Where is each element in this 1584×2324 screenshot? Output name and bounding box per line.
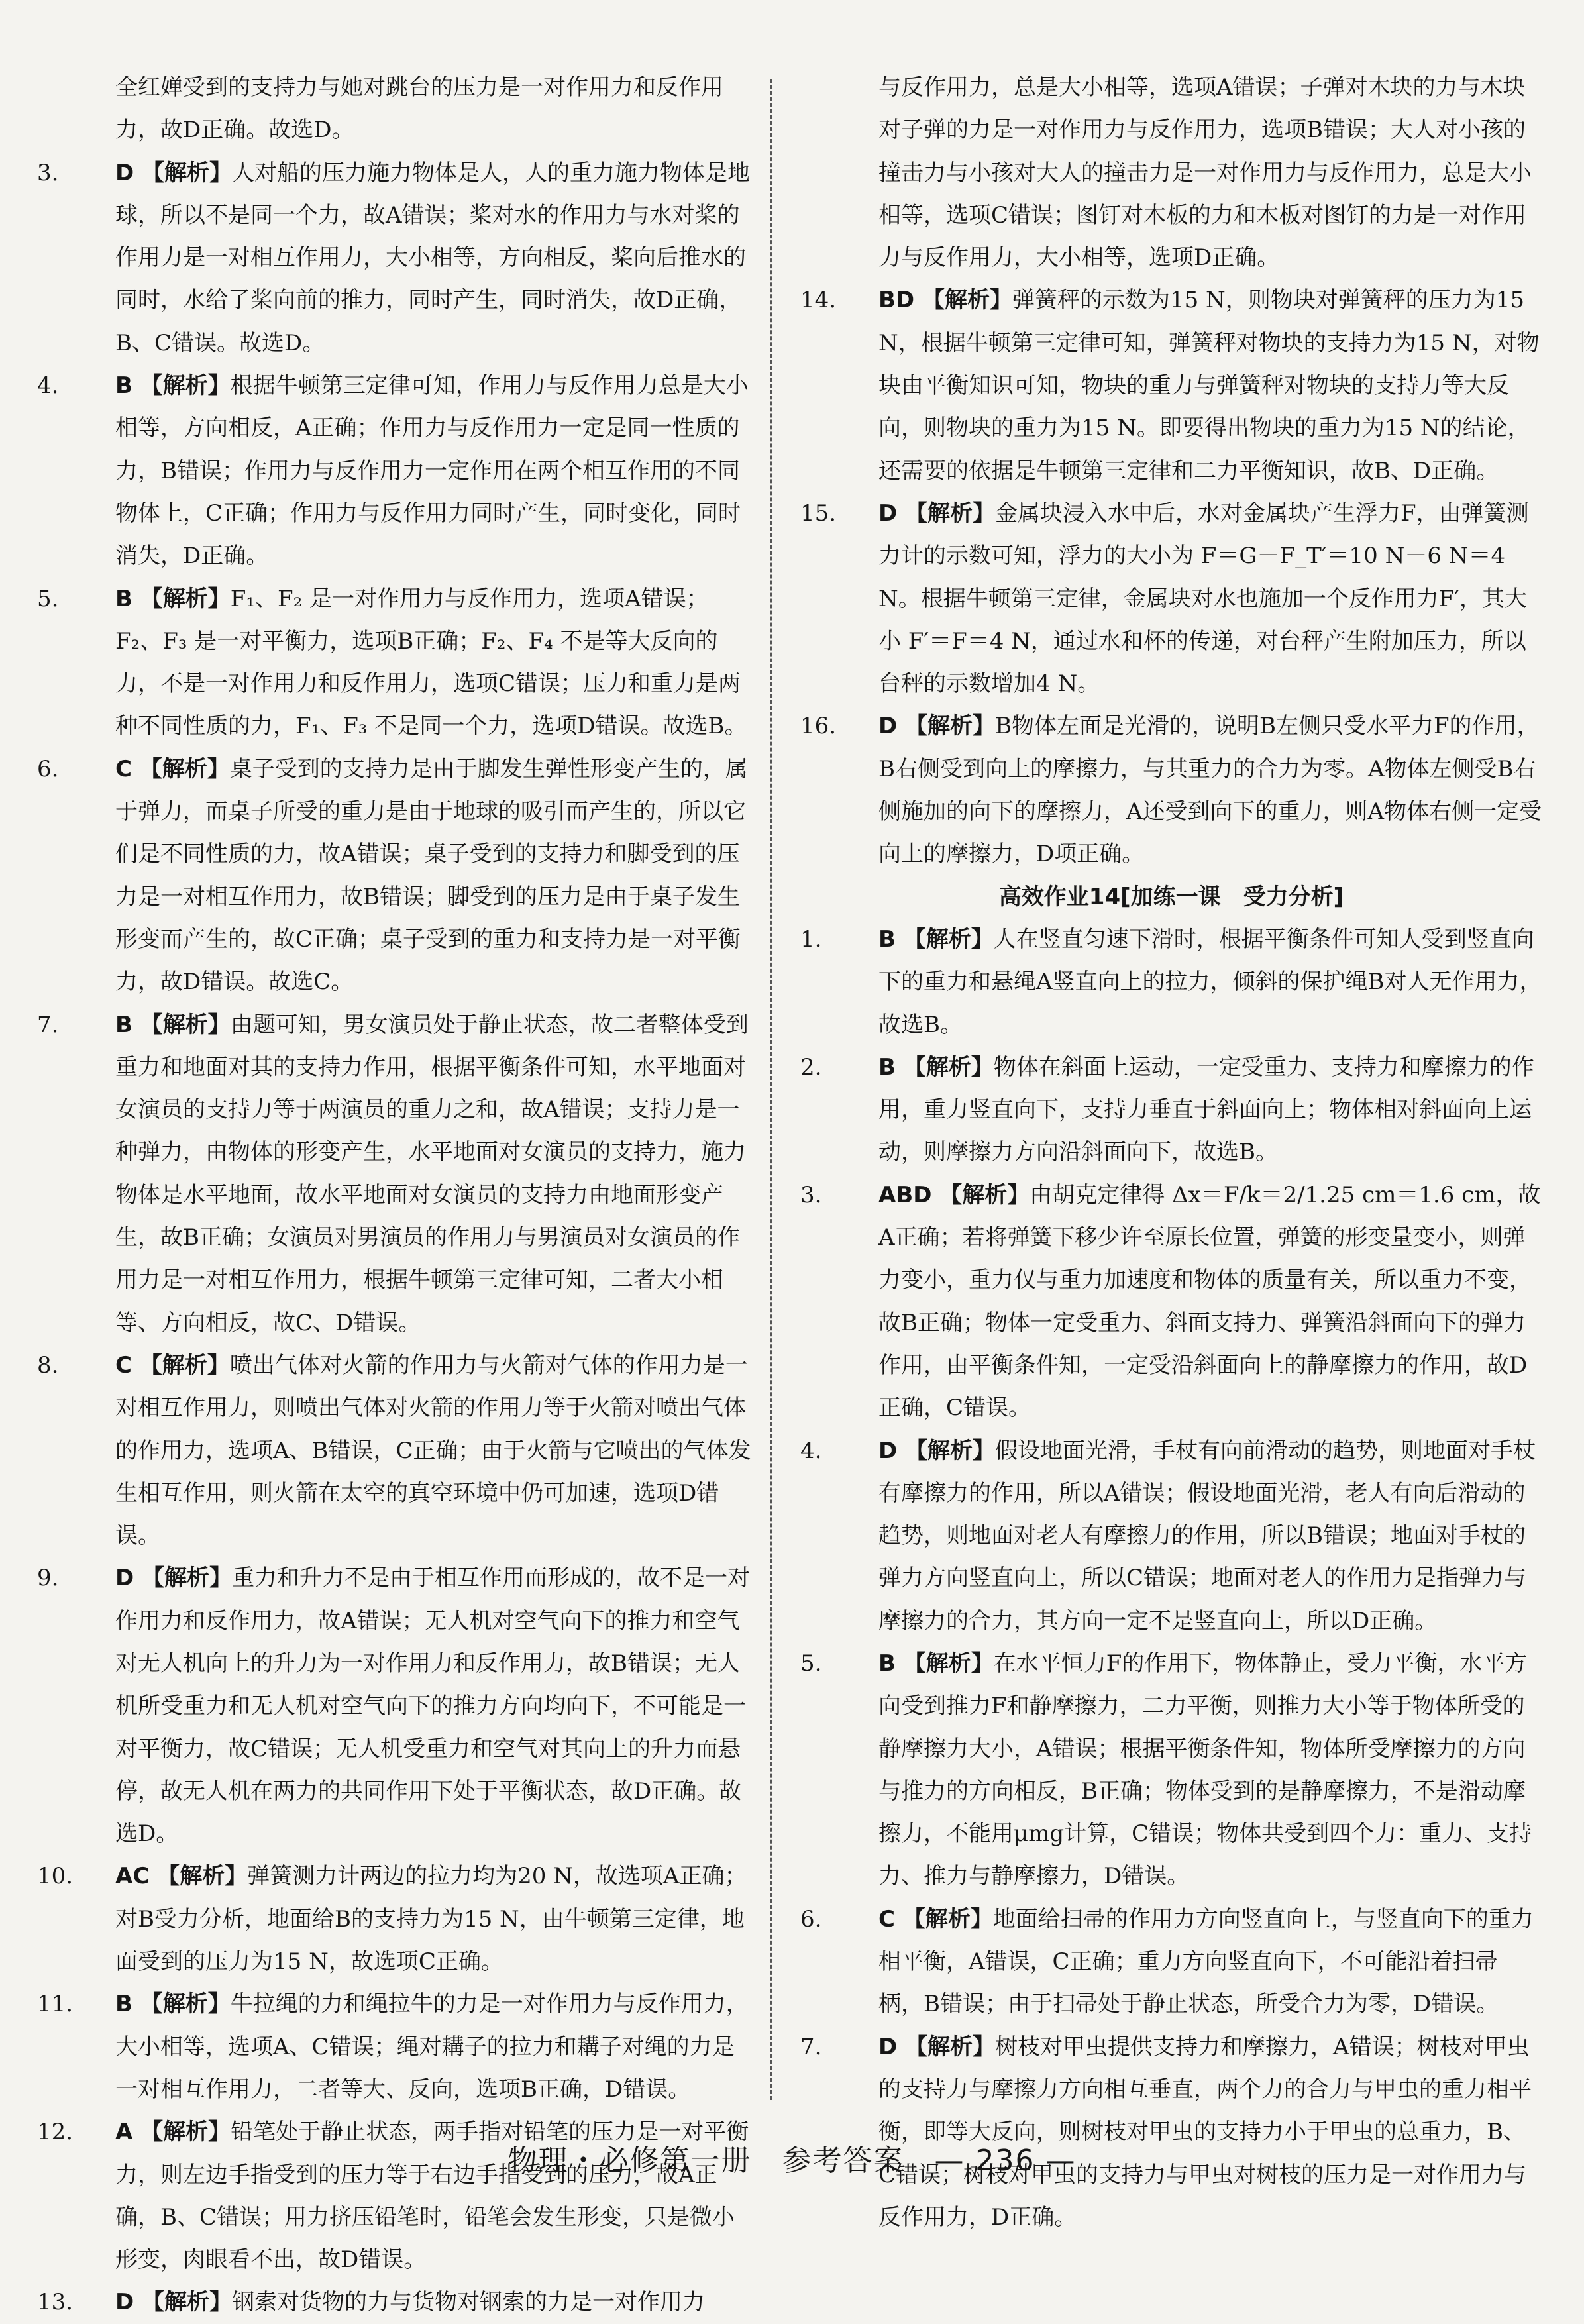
- answer-item: [37, 578, 753, 748]
- explanation-text: B物体左面是光滑的，说明B左侧只受水平力F的作用，B右侧受到向上的摩擦力，与其重力的合力为零。A物体左侧受B右侧施加的向下的摩擦力，A还受到向下的重力，则A物体右侧一定受向上的摩擦力，D项正确。: [878, 713, 1542, 868]
- answer-key: C 【解析】: [115, 1351, 230, 1379]
- explanation-text: 金属块浸入水中后，水对金属块产生浮力F，由弹簧测力计的示数可知，浮力的大小为 F＝G－F_T′＝10 N－6 N＝4 N。根据牛顿第三定律，金属块对水也施加一个反作用力F′，其大小 F′＝F＝4 N，通过水和杯的传递，对台秤产生附加压力，所以台秤的示数增加4 N。: [878, 500, 1529, 698]
- answer-number: 11.: [37, 1991, 74, 2018]
- explanation-text: 由胡克定律得 Δx＝F/k＝2/1.25 cm＝1.6 cm，故A正确；若将弹簧下移少许至原长位置，弹簧的形变量变小，则弹力变小，重力仅与重力加速度和物体的质量有关，所以重力不变，故B正确；物体一定受重力、斜面支持力、弹簧沿斜面向下的弹力作用，由平衡条件知，一定受沿斜面向上的静摩擦力的作用，故D正确，C错误。: [878, 1181, 1541, 1422]
- answer-item: [37, 66, 753, 152]
- answer-key: C 【解析】: [878, 1905, 993, 1932]
- explanation-text: 喷出气体对火箭的作用力与火箭对气体的作用力是一对相互作用力，则喷出气体对火箭的作用力等于火箭对喷出气体的作用力，选项A、B错误，C正确；由于火箭与它喷出的气体发生相互作用，则火箭在太空的真空环境中仍可加速，选项D错误。: [115, 1351, 751, 1550]
- answer-number: 16.: [800, 713, 837, 740]
- answer-number: 15.: [800, 500, 837, 527]
- answer-key: D 【解析】: [878, 1437, 996, 1464]
- explanation-text: 由题可知，男女演员处于静止状态，故二者整体受到重力和地面对其的支持力作用，根据平衡条件可知，水平地面对女演员的支持力等于两演员的重力之和，故A错误；支持力是一种弹力，由物体的形变产生，水平地面对女演员的支持力，施力物体是水平地面，故水平地面对女演员的支持力由地面形变产生，故B正确；女演员对男演员的作用力与男演员对女演员的作用力是一对相互作用力，根据牛顿第三定律可知，二者大小相等、方向相反，故C、D错误。: [115, 1011, 749, 1336]
- answer-number: 2.: [800, 1053, 822, 1081]
- answer-key: B 【解析】: [115, 1011, 231, 1038]
- answer-number: 13.: [37, 2289, 74, 2316]
- answer-item: [37, 152, 753, 364]
- answer-item: [800, 66, 1542, 279]
- answer-key: AC 【解析】: [115, 1863, 248, 1890]
- explanation-text: 牛拉绳的力和绳拉牛的力是一对作用力与反作用力，大小相等，选项A、C错误；绳对耩子的拉力和耩子对绳的力是一对相互作用力，二者等大、反向，选项B正确，D错误。: [115, 1991, 749, 2103]
- explanation-text: 桌子受到的支持力是由于脚发生弹性形变产生的，属于弹力，而桌子所受的重力是由于地球的吸引而产生的，所以它们是不同性质的力，故A错误；桌子受到的支持力和脚受到的压力是一对相互作用力，故B错误；脚受到的压力是由于桌子发生形变而产生的，故C正确；桌子受到的重力和支持力是一对平衡力，故D错误。故选C。: [115, 755, 748, 996]
- section-heading: 高效作业14[加练一课 受力分析]: [998, 883, 1344, 910]
- right-column: [800, 66, 1542, 2239]
- answer-item: [800, 1046, 1542, 1174]
- explanation-text: 在水平恒力F的作用下，物体静止，受力平衡，水平方向受到推力F和静摩擦力，二力平衡，则推力大小等于物体所受的静摩擦力大小，A错误；根据平衡条件知，物体所受摩擦力的方向与推力的方向相反，B正确；物体受到的是静摩擦力，不是滑动摩擦力，不能用μmg计算，C错误；物体共受到四个力：重力、支持力、推力与静摩擦力，D错误。: [878, 1650, 1532, 1890]
- answer-number: 6.: [37, 755, 59, 782]
- answer-item: [37, 1344, 753, 1557]
- answer-number: 7.: [37, 1011, 59, 1038]
- answer-key: B 【解析】: [115, 372, 231, 399]
- page-footer: 物理・必修第一册 参考答案 — 236 —: [507, 2144, 1077, 2178]
- answer-key: ABD 【解析】: [878, 1181, 1030, 1208]
- answer-item: [37, 1004, 753, 1344]
- answer-item: [37, 364, 753, 577]
- answer-key: A 【解析】: [115, 2119, 231, 2146]
- explanation-text: 人对船的压力施力物体是人，人的重力施力物体是地球，所以不是同一个力，故A错误；桨对水的作用力与水对桨的作用力是一对相互作用力，大小相等，方向相反，桨向后推水的同时，水给了桨向前的推力，同时产生，同时消失，故D正确，B、C错误。故选D。: [115, 159, 751, 356]
- explanation-text: 全红婵受到的支持力与她对跳台的压力是一对作用力和反作用力，故D正确。故选D。: [115, 74, 723, 144]
- answer-number: 8.: [37, 1351, 59, 1379]
- answer-key: BD 【解析】: [878, 287, 1012, 314]
- answer-item: [800, 1430, 1542, 1642]
- explanation-text: 物体在斜面上运动，一定受重力、支持力和摩擦力的作用，重力竖直向下，支持力垂直于斜面向上；物体相对斜面向上运动，则摩擦力方向沿斜面向下，故选B。: [878, 1053, 1534, 1166]
- answer-item: [800, 1174, 1542, 1430]
- answer-item: [37, 2281, 753, 2323]
- answer-key: D 【解析】: [878, 500, 996, 527]
- explanation-text: 根据牛顿第三定律可知，作用力与反作用力总是大小相等，方向相反，A正确；作用力与反作用力一定是同一性质的力，B错误；作用力与反作用力一定作用在两个相互作用的不同物体上，C正确；作用力与反作用力同时产生，同时变化，同时消失，D正确。: [115, 372, 749, 570]
- answer-item: [800, 492, 1542, 705]
- answer-key: B 【解析】: [115, 585, 231, 612]
- explanation-text: 弹簧秤的示数为15 N，则物块对弹簧秤的压力为15 N，根据牛顿第三定律可知，弹簧秤对物块的支持力为15 N，对物块由平衡知识可知，物块的重力与弹簧秤对物块的支持力等大反向，则物块的重力为15 N。即要得出物块的重力为15 N的结论，还需要的依据是牛顿第三定律和二力平衡知识，故B、D正确。: [878, 287, 1540, 484]
- answer-number: 9.: [37, 1565, 59, 1592]
- answer-key: B 【解析】: [115, 1991, 231, 2018]
- explanation-text: 假设地面光滑，手杖有向前滑动的趋势，则地面对手杖有摩擦力的作用，所以A错误；假设地面光滑，老人有向后滑动的趋势，则地面对老人有摩擦力的作用，所以B错误；地面对手杖的弹力方向竖直向上，所以C错误；地面对老人的作用力是指弹力与摩擦力的合力，其方向一定不是竖直向上，所以D正确。: [878, 1437, 1536, 1634]
- explanation-text: 树枝对甲虫提供支持力和摩擦力，A错误；树枝对甲虫的支持力与摩擦力方向相互垂直，两个力的合力与甲虫的重力相平衡，即等大反向，则树枝对甲虫的支持力小于甲虫的总重力，B、C错误；树枝对甲虫的支持力与甲虫对树枝的压力是一对作用力与反作用力，D正确。: [878, 2033, 1532, 2231]
- left-column: [37, 66, 753, 2324]
- explanation-text: F₁、F₂ 是一对作用力与反作用力，选项A错误；F₂、F₃ 是一对平衡力，选项B正确；F₂、F₄ 不是等大反向的力，不是一对作用力和反作用力，选项C错误；压力和重力是两种不同性质的力，F₁、F₃ 不是同一个力，选项D错误。故选B。: [115, 585, 747, 740]
- answer-number: 1.: [800, 925, 822, 953]
- answer-item: [800, 918, 1542, 1046]
- explanation-text: 地面给扫帚的作用力方向竖直向上，与竖直向下的重力相平衡，A错误，C正确；重力方向竖直向下，不可能沿着扫帚柄，B错误；由于扫帚处于静止状态，所受合力为零，D错误。: [878, 1905, 1534, 2018]
- answer-number: 3.: [37, 159, 59, 186]
- answer-key: B 【解析】: [878, 1053, 994, 1081]
- answer-number: 14.: [800, 287, 837, 314]
- answer-key: D 【解析】: [115, 159, 233, 186]
- answer-number: 4.: [37, 372, 59, 399]
- answer-item: [800, 279, 1542, 492]
- answer-key: B 【解析】: [878, 1650, 994, 1677]
- answer-item: [37, 1855, 753, 1983]
- answer-number: 4.: [800, 1437, 822, 1464]
- answer-number: 5.: [37, 585, 59, 612]
- explanation-text: 弹簧测力计两边的拉力均为20 N，故选项A正确；对B受力分析，地面给B的支持力为15 N，由牛顿第三定律，地面受到的压力为15 N，故选项C正确。: [115, 1863, 747, 1976]
- answer-item: [37, 748, 753, 1004]
- answer-key: D 【解析】: [115, 2289, 233, 2316]
- answer-item: [800, 705, 1542, 875]
- explanation-text: 铅笔处于静止状态，两手指对铅笔的压力是一对平衡力，则左边手指受到的压力等于右边手指受到的压力，故A正确，B、C错误；用力挤压铅笔时，铅笔会发生形变，只是微小形变，肉眼看不出，故D错误。: [115, 2119, 749, 2274]
- answer-number: 6.: [800, 1905, 822, 1932]
- answer-key: D 【解析】: [115, 1565, 233, 1592]
- answer-number: 10.: [37, 1863, 74, 1890]
- explanation-text: 钢索对货物的力与货物对钢索的力是一对作用力: [232, 2289, 706, 2316]
- answer-item: [800, 1642, 1542, 1898]
- answer-item: [800, 1898, 1542, 2026]
- answer-key: C 【解析】: [115, 755, 230, 782]
- answer-item: [800, 2026, 1542, 2239]
- answer-number: 12.: [37, 2119, 74, 2146]
- explanation-text: 人在竖直匀速下滑时，根据平衡条件可知人受到竖直向下的重力和悬绳A竖直向上的拉力，倾斜的保护绳B对人无作用力，故选B。: [878, 925, 1542, 1038]
- answer-key: D 【解析】: [878, 713, 996, 740]
- column-divider: [770, 79, 772, 2100]
- answer-number: 5.: [800, 1650, 822, 1677]
- answer-number: 7.: [800, 2033, 822, 2060]
- answer-item: [37, 1983, 753, 2111]
- answer-key: D 【解析】: [878, 2033, 996, 2060]
- explanation-text: 与反作用力，总是大小相等，选项A错误；子弹对木块的力与木块对子弹的力是一对作用力与反作用力，选项B错误；大人对小孩的撞击力与小孩对大人的撞击力是一对作用力与反作用力，总是大小相等，选项C错误；图钉对木板的力和木板对图钉的力是一对作用力与反作用力，大小相等，选项D正确。: [878, 74, 1532, 272]
- answer-number: 3.: [800, 1181, 822, 1208]
- explanation-text: 重力和升力不是由于相互作用而形成的，故不是一对作用力和反作用力，故A错误；无人机对空气向下的推力和空气对无人机向上的升力为一对作用力和反作用力，故B错误；无人机所受重力和无人机对空气向下的推力方向均向下，不可能是一对平衡力，故C错误；无人机受重力和空气对其向上的升力而悬停，故无人机在两力的共同作用下处于平衡状态，故D正确。故选D。: [115, 1565, 751, 1848]
- answer-item: [37, 1557, 753, 1855]
- answer-key: B 【解析】: [878, 925, 994, 953]
